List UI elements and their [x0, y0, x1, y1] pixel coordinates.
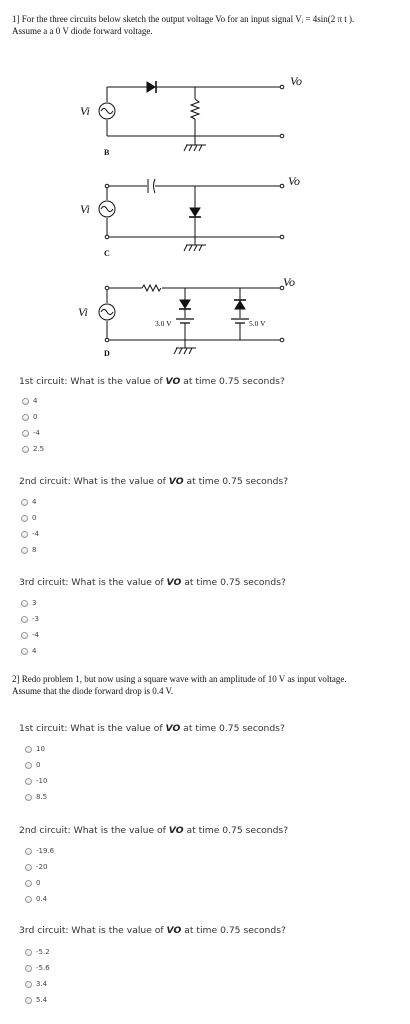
- radio-button[interactable]: [25, 848, 32, 855]
- answer-option[interactable]: [25, 963, 50, 973]
- answer-option[interactable]: [25, 979, 47, 989]
- answer-option[interactable]: [25, 995, 47, 1005]
- question-text-end: at time 0.75 seconds?: [181, 577, 286, 588]
- radio-button[interactable]: [22, 446, 29, 453]
- answer-option[interactable]: [25, 792, 47, 802]
- diode-d2: [234, 288, 246, 318]
- battery-3v-label: 3.0 V: [155, 319, 172, 328]
- answer-option-label: -4: [33, 429, 40, 437]
- radio-button[interactable]: [25, 981, 32, 988]
- problem-2-statement: 2] Redo problem 1, but now using a square wave with an amplitude of 10 V as input voltage.: [12, 674, 347, 684]
- answer-option[interactable]: [21, 614, 39, 624]
- answer-option-label: -3: [32, 615, 39, 623]
- answer-option[interactable]: [25, 760, 40, 770]
- answer-option-label: 0: [36, 879, 41, 887]
- diode-c: [189, 186, 201, 237]
- circuit-c: [99, 179, 284, 251]
- problem-2: [12, 673, 347, 697]
- answer-option[interactable]: [21, 529, 39, 539]
- answer-option-label: -5.6: [36, 964, 50, 972]
- answer-option-label: 4: [33, 397, 38, 405]
- question-p1-3: [19, 577, 286, 588]
- answer-option[interactable]: [21, 630, 39, 640]
- answer-option[interactable]: [25, 878, 40, 888]
- radio-button[interactable]: [25, 746, 32, 753]
- radio-button[interactable]: [25, 762, 32, 769]
- radio-button[interactable]: [21, 632, 28, 639]
- radio-button[interactable]: [25, 794, 32, 801]
- radio-button[interactable]: [21, 547, 28, 554]
- answer-option-label: 8: [32, 546, 37, 554]
- question-text-end: at time 0.75 seconds?: [183, 476, 289, 487]
- label-b: B: [104, 148, 110, 157]
- radio-button[interactable]: [22, 398, 29, 405]
- problem-2-assumption: Assume that the diode forward drop is 0.4 V.: [12, 686, 174, 696]
- question-text-end: at time 0.75 seconds?: [181, 925, 286, 936]
- diode-d1: [179, 288, 191, 318]
- radio-button[interactable]: [21, 531, 28, 538]
- radio-button[interactable]: [25, 965, 32, 972]
- battery-5v: [231, 319, 249, 340]
- resistor-d: [142, 283, 162, 293]
- answer-option-label: -5.2: [36, 948, 50, 956]
- question-text: 3rd circuit: What is the value of: [19, 577, 167, 588]
- answer-option-label: 4: [32, 647, 37, 655]
- radio-button[interactable]: [25, 997, 32, 1004]
- question-variable: VO: [168, 476, 184, 487]
- answer-option[interactable]: [21, 513, 36, 523]
- answer-option-label: 0: [33, 413, 38, 421]
- vo-label-b: Vo: [290, 74, 302, 88]
- answer-option[interactable]: [25, 776, 47, 786]
- question-p2-3: [19, 925, 286, 936]
- answer-option-label: 0.4: [36, 895, 48, 903]
- vi-label-c: Vi: [80, 202, 90, 216]
- answer-option[interactable]: [22, 444, 44, 454]
- answer-option-label: 0: [32, 514, 37, 522]
- answer-option[interactable]: [25, 744, 45, 754]
- question-p1-2: [19, 476, 288, 487]
- circuit-b: [99, 81, 284, 151]
- answer-option-label: -4: [32, 631, 39, 639]
- answer-option-label: 3: [32, 599, 37, 607]
- label-d: D: [104, 349, 110, 358]
- question-text-end: at time 0.75 seconds?: [180, 376, 285, 387]
- answer-option[interactable]: [25, 846, 54, 856]
- answer-option-label: 0: [36, 761, 41, 769]
- answer-option-label: 3.4: [36, 980, 48, 988]
- answer-option-label: -10: [36, 777, 48, 785]
- answer-option[interactable]: [21, 497, 36, 507]
- question-variable: VO: [165, 723, 181, 734]
- answer-option-label: 8.5: [36, 793, 48, 801]
- radio-button[interactable]: [25, 864, 32, 871]
- answer-option[interactable]: [25, 947, 50, 957]
- radio-button[interactable]: [21, 515, 28, 522]
- problem-1-statement: 1] For the three circuits below sketch the output voltage Vo for an input signal Vᵢ = 4sin(2 π t ).: [12, 14, 355, 24]
- ground-b: [184, 136, 206, 151]
- ground-c: [184, 237, 206, 251]
- question-p2-2: [19, 825, 288, 836]
- question-variable: VO: [166, 925, 182, 936]
- answer-option[interactable]: [25, 894, 47, 904]
- answer-option[interactable]: [25, 862, 47, 872]
- question-text: 2nd circuit: What is the value of: [19, 476, 169, 487]
- answer-option-label: -20: [36, 863, 48, 871]
- vi-label-b: Vi: [80, 104, 90, 118]
- radio-button[interactable]: [21, 499, 28, 506]
- ground-d: [174, 340, 196, 354]
- capacitor-c: [147, 179, 155, 193]
- question-p2-1: [19, 723, 285, 734]
- answer-option-label: -19.6: [36, 847, 55, 855]
- resistor-b: [191, 87, 199, 136]
- question-p1-1: [19, 376, 285, 387]
- answer-option-label: -4: [32, 530, 39, 538]
- battery-3v: [176, 319, 194, 340]
- vo-label-d: Vo: [283, 275, 295, 289]
- label-c: C: [104, 249, 110, 258]
- answer-option[interactable]: [21, 545, 36, 555]
- battery-5v-label: 5.0 V: [249, 319, 266, 328]
- answer-option[interactable]: [22, 428, 40, 438]
- question-variable: VO: [168, 825, 184, 836]
- diode-b: [147, 81, 156, 93]
- question-text-end: at time 0.75 seconds?: [183, 825, 289, 836]
- radio-button[interactable]: [25, 880, 32, 887]
- question-variable: VO: [166, 577, 182, 588]
- answer-option[interactable]: [21, 646, 36, 656]
- radio-button[interactable]: [21, 648, 28, 655]
- radio-button[interactable]: [22, 430, 29, 437]
- radio-button[interactable]: [25, 949, 32, 956]
- answer-option-label: 2.5: [33, 445, 45, 453]
- radio-button[interactable]: [25, 778, 32, 785]
- radio-button[interactable]: [25, 896, 32, 903]
- answer-option[interactable]: [21, 598, 36, 608]
- radio-button[interactable]: [22, 414, 29, 421]
- answer-option-label: 10: [36, 745, 45, 753]
- circuit-diagrams: [0, 0, 410, 380]
- vo-label-c: Vo: [288, 174, 300, 188]
- answer-option-label: 4: [32, 498, 37, 506]
- question-text: 2nd circuit: What is the value of: [19, 825, 169, 836]
- radio-button[interactable]: [21, 616, 28, 623]
- answer-option[interactable]: [22, 412, 37, 422]
- answer-option[interactable]: [22, 396, 37, 406]
- problem-1-assumption: Assume a a 0 V diode forward voltage.: [12, 26, 153, 36]
- question-text: 3rd circuit: What is the value of: [19, 925, 167, 936]
- question-text: 1st circuit: What is the value of: [19, 376, 166, 387]
- question-text-end: at time 0.75 seconds?: [180, 723, 285, 734]
- radio-button[interactable]: [21, 600, 28, 607]
- answer-option-label: 5.4: [36, 996, 48, 1004]
- vi-label-d: Vi: [78, 305, 88, 319]
- question-variable: VO: [165, 376, 181, 387]
- question-text: 1st circuit: What is the value of: [19, 723, 166, 734]
